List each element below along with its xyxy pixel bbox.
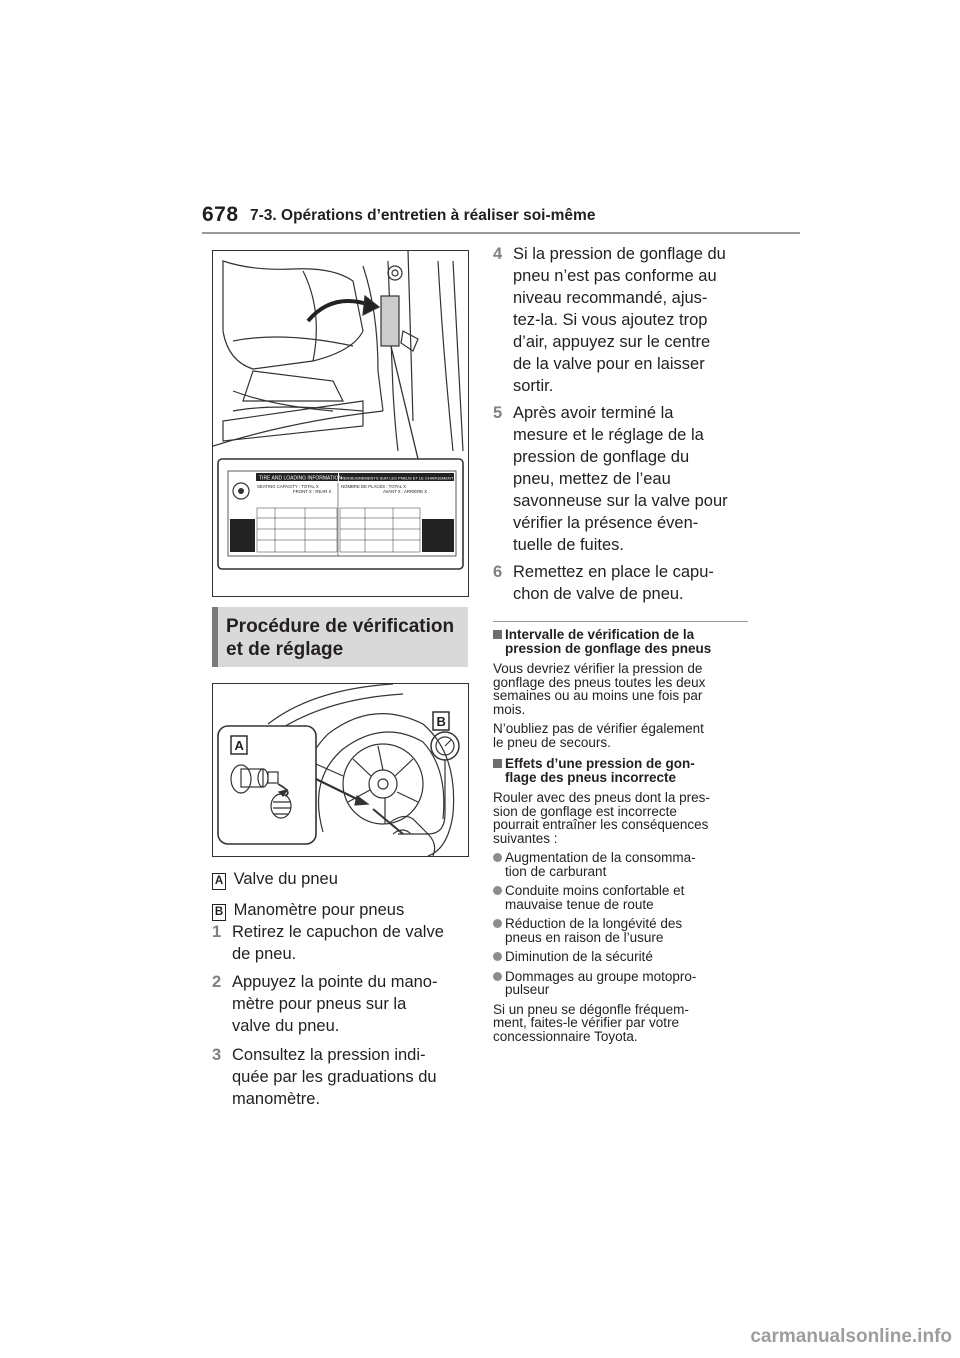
round-bullet-icon	[493, 919, 502, 928]
section-title: 7-3. Opérations d’entretien à réaliser soi-même	[250, 207, 596, 224]
step-6-line: Remettez en place le capu-	[513, 563, 714, 581]
heading-line-2: et de réglage	[226, 639, 344, 660]
caption-badge-a: A	[212, 873, 226, 890]
text-line: Si un pneu se dégonfle fréquem-	[493, 1001, 689, 1017]
bullet-item	[493, 970, 755, 997]
bullet-line: Augmentation de la consomma-	[505, 850, 696, 865]
notes-section	[493, 628, 755, 1043]
step-2-line: Appuyez la pointe du mano-	[232, 973, 438, 991]
step-1-line: de pneu.	[232, 945, 297, 963]
bullet-item	[493, 917, 755, 944]
interval-title-line: pression de gonflage des pneus	[505, 641, 712, 656]
label-front-rear-en: FRONT X : REAR X	[293, 489, 332, 494]
heading-line-1: Procédure de vérification	[226, 616, 455, 637]
heading-accent-bar	[212, 607, 218, 667]
closing-paragraph	[493, 1003, 755, 1044]
step-3-line: manomètre.	[232, 1090, 321, 1108]
watermark: carmanualsonline.info	[750, 1326, 952, 1347]
step-5-line: savonneuse sur la valve pour	[513, 492, 728, 510]
step-5-line: Après avoir terminé la	[513, 404, 674, 422]
step-3-line: Consultez la pression indi-	[232, 1046, 426, 1064]
label-front-rear-fr: AVANT X : ARRIÈRE X	[383, 489, 428, 494]
round-bullet-icon	[493, 952, 502, 961]
text-line: pourrait entraîner les conséquences	[493, 817, 709, 832]
step-1-line: Retirez le capuchon de valve	[232, 923, 444, 941]
effects-title-line: flage des pneus incorrecte	[505, 770, 677, 785]
step-4-line: niveau recommandé, ajus-	[513, 289, 708, 307]
step-5-line: pression de gonflage du	[513, 448, 690, 466]
step-2-line: valve du pneu.	[232, 1017, 340, 1035]
step-3-number: 3	[212, 1046, 222, 1064]
step-2-number: 2	[212, 973, 222, 991]
figure-label-a: A	[234, 738, 244, 753]
text-line: gonflage des pneus toutes les deux	[493, 674, 706, 690]
bullet-line: Dommages au groupe motopro-	[505, 968, 697, 984]
bullet-item	[493, 851, 755, 878]
step-1-number: 1	[212, 923, 222, 941]
label-title-fr: RENSEIGNEMENTS SUR LES PNEUS ET LE CHARGEMENT	[341, 475, 454, 481]
interval-paragraph-2	[493, 722, 755, 749]
tire-label-illustration	[212, 250, 469, 597]
caption-a	[212, 868, 338, 890]
round-bullet-icon	[493, 853, 502, 862]
label-seating-en: SEATING CAPACITY : TOTAL X	[257, 484, 319, 489]
step-5-line: mesure et le réglage de la	[513, 426, 704, 444]
step-4-line: d’air, appuyez sur le centre	[513, 333, 711, 351]
step-6-line: chon de valve de pneu.	[513, 585, 684, 603]
step-4-line: pneu n’est pas conforme au	[513, 267, 717, 285]
step-4-line: Si la pression de gonflage du	[513, 245, 726, 263]
bullet-line: pneus en raison de l’usure	[505, 929, 664, 945]
bullet-line: Réduction de la longévité des	[505, 916, 683, 931]
square-bullet-icon	[493, 630, 502, 639]
text-line: Vous devriez vérifier la pression de	[493, 661, 703, 676]
bullet-line: Diminution de la sécurité	[505, 949, 653, 964]
caption-b-text: Manomètre pour pneus	[233, 901, 405, 919]
bullet-line: Conduite moins confortable et	[505, 883, 685, 898]
tire-valve-gauge-drawing	[213, 684, 468, 856]
effects-title-line: Effets d’une pression de gon-	[505, 756, 695, 771]
text-line: mois.	[493, 701, 526, 717]
label-title-en: TIRE AND LOADING INFORMATION	[259, 475, 342, 482]
step-3-line: quée par les graduations du	[232, 1068, 437, 1086]
bullet-line: tion de carburant	[505, 863, 607, 879]
text-line: sion de gonflage est incorrecte	[493, 803, 677, 819]
header-rule	[202, 232, 800, 234]
step-4-line: de la valve pour en laisser	[513, 355, 705, 373]
interval-title	[493, 628, 755, 656]
caption-b	[212, 899, 404, 921]
text-line: concessionnaire Toyota.	[493, 1028, 638, 1044]
step-5-line: pneu, mettez de l’eau	[513, 470, 671, 488]
step-4-line: sortir.	[513, 377, 554, 395]
bullet-line: pulseur	[505, 982, 550, 997]
bullet-item	[493, 950, 755, 964]
round-bullet-icon	[493, 886, 502, 895]
figure-label-b: B	[436, 714, 446, 729]
text-line: suivantes :	[493, 830, 558, 846]
interval-paragraph-1	[493, 662, 755, 716]
step-2-line: mètre pour pneus sur la	[232, 995, 407, 1013]
bullet-line: mauvaise tenue de route	[505, 896, 654, 912]
text-line: Rouler avec des pneus dont la pres-	[493, 790, 710, 805]
effects-intro	[493, 791, 755, 845]
text-line: N’oubliez pas de vérifier également	[493, 721, 704, 736]
square-bullet-icon	[493, 759, 502, 768]
section-heading	[212, 607, 468, 667]
tire-gauge-illustration	[212, 683, 469, 857]
step-5-line: vérifier la présence éven-	[513, 514, 699, 532]
text-line: semaines ou au moins une fois par	[493, 688, 703, 703]
step-5-line: tuelle de fuites.	[513, 536, 624, 554]
notes-divider	[493, 621, 748, 622]
step-6-number: 6	[493, 563, 503, 581]
step-5-number: 5	[493, 404, 503, 422]
page-number: 678	[202, 203, 239, 226]
text-line: ment, faites-le vérifier par votre	[493, 1015, 680, 1030]
step-4-number: 4	[493, 245, 503, 263]
round-bullet-icon	[493, 972, 502, 981]
label-seating-fr: NOMBRE DE PLACES : TOTAL X	[341, 484, 407, 489]
door-pillar-drawing	[213, 251, 468, 596]
text-line: le pneu de secours.	[493, 734, 611, 750]
caption-a-text: Valve du pneu	[233, 870, 338, 888]
interval-title-line: Intervalle de vérification de la	[505, 627, 695, 642]
step-4-line: tez-la. Si vous ajoutez trop	[513, 311, 708, 329]
bullet-item	[493, 884, 755, 911]
effects-title	[493, 757, 755, 785]
caption-badge-b: B	[212, 904, 226, 921]
